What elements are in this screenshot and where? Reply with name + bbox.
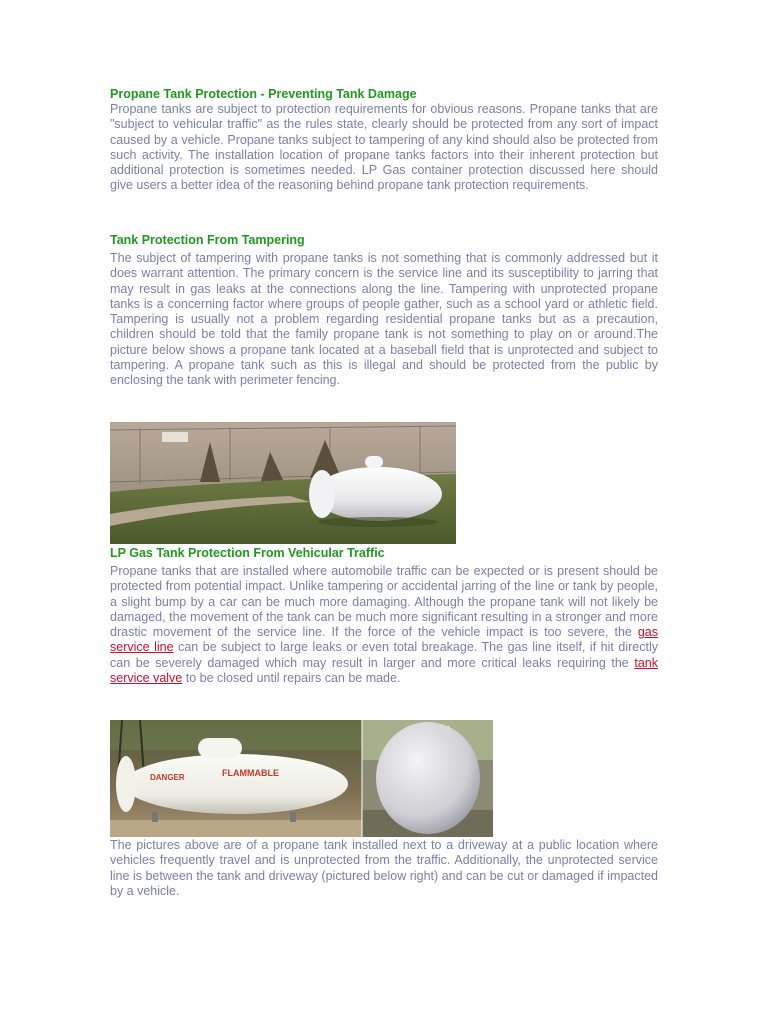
tank-service-valve-link[interactable]: tank service valve — [110, 655, 658, 686]
paragraph-vehicular-part2: can be subject to large leaks or even total breakage. The gas line itself, if hit directly can be severely damaged which may result in larger and more critical leaks requiring the — [110, 640, 658, 670]
section-vehicular — [110, 545, 658, 686]
paragraph-vehicular-part1: Propane tanks that are installed where automobile traffic can be expected or is present should be protected from potential impact. Unlike tampering or accidental jarring of the line or tank by people, a slight bump by a car can be much more damaging. Although the propane tank will not likely be damaged, the movement of the tank can be much more significant resulting in a stronger and more drastic movement of the service line. If the force of the vehicle impact is too severe, the — [110, 564, 658, 640]
section-tampering — [110, 232, 658, 389]
paragraph-vehicular — [110, 564, 658, 686]
photo-driveway-tanks — [110, 720, 493, 837]
paragraph-pictures-caption: The pictures above are of a propane tank installed next to a driveway at a public location where vehicles frequently travel and is unprotected from the traffic. Additionally, the unprotected service line is between the tank and driveway (pictured below right) and can be cut or damaged if impacted by a vehicle. — [110, 838, 658, 898]
section-intro — [110, 86, 658, 194]
paragraph-vehicular-part3: to be closed until repairs can be made. — [182, 671, 401, 686]
paragraph-tampering: The subject of tampering with propane tanks is not something that is commonly addressed but it does warrant attention. The primary concern is the service line and its susceptibility to jarring that may result in gas leaks at the connections along the line. Tampering with unprotected propane tanks is a concerning factor where groups of people gather, such as a school yard or athletic field. Tampering is usually not a problem regarding residential propane tanks but as a precaution, children should be told that the family propane tank is not something to play on or around.The picture below shows a propane tank located at a baseball field that is unprotected and subject to tampering. A propane tank such as this is illegal and should be protected from the public by enclosing the tank with perimeter fencing. — [110, 251, 658, 388]
tank-label-danger: DANGER — [150, 773, 185, 782]
section-pictures-caption — [110, 838, 658, 899]
photo-baseball-field-tank — [110, 422, 456, 544]
heading-tampering: Tank Protection From Tampering — [110, 233, 305, 247]
heading-vehicular-traffic: LP Gas Tank Protection From Vehicular Traffic — [110, 546, 385, 560]
gas-service-line-link[interactable]: gas service line — [110, 625, 658, 655]
paragraph-intro: Propane tanks are subject to protection requirements for obvious reasons. Propane tanks that are "subject to vehicular traffic" as the rules state, clearly should be protected from any sort of impact caused by a vehicle. Propane tanks subject to tampering of any kind should also be protected from such activity. The installation location of propane tanks factors into their inherent protection but additional protection is sometimes needed. LP Gas container protection discussed here should give users a better idea of the reasoning behind propane tank protection requirements. — [110, 102, 658, 193]
tank-label-flammable: FLAMMABLE — [222, 768, 279, 778]
heading-tank-protection: Propane Tank Protection - Preventing Tank Damage — [110, 87, 417, 101]
